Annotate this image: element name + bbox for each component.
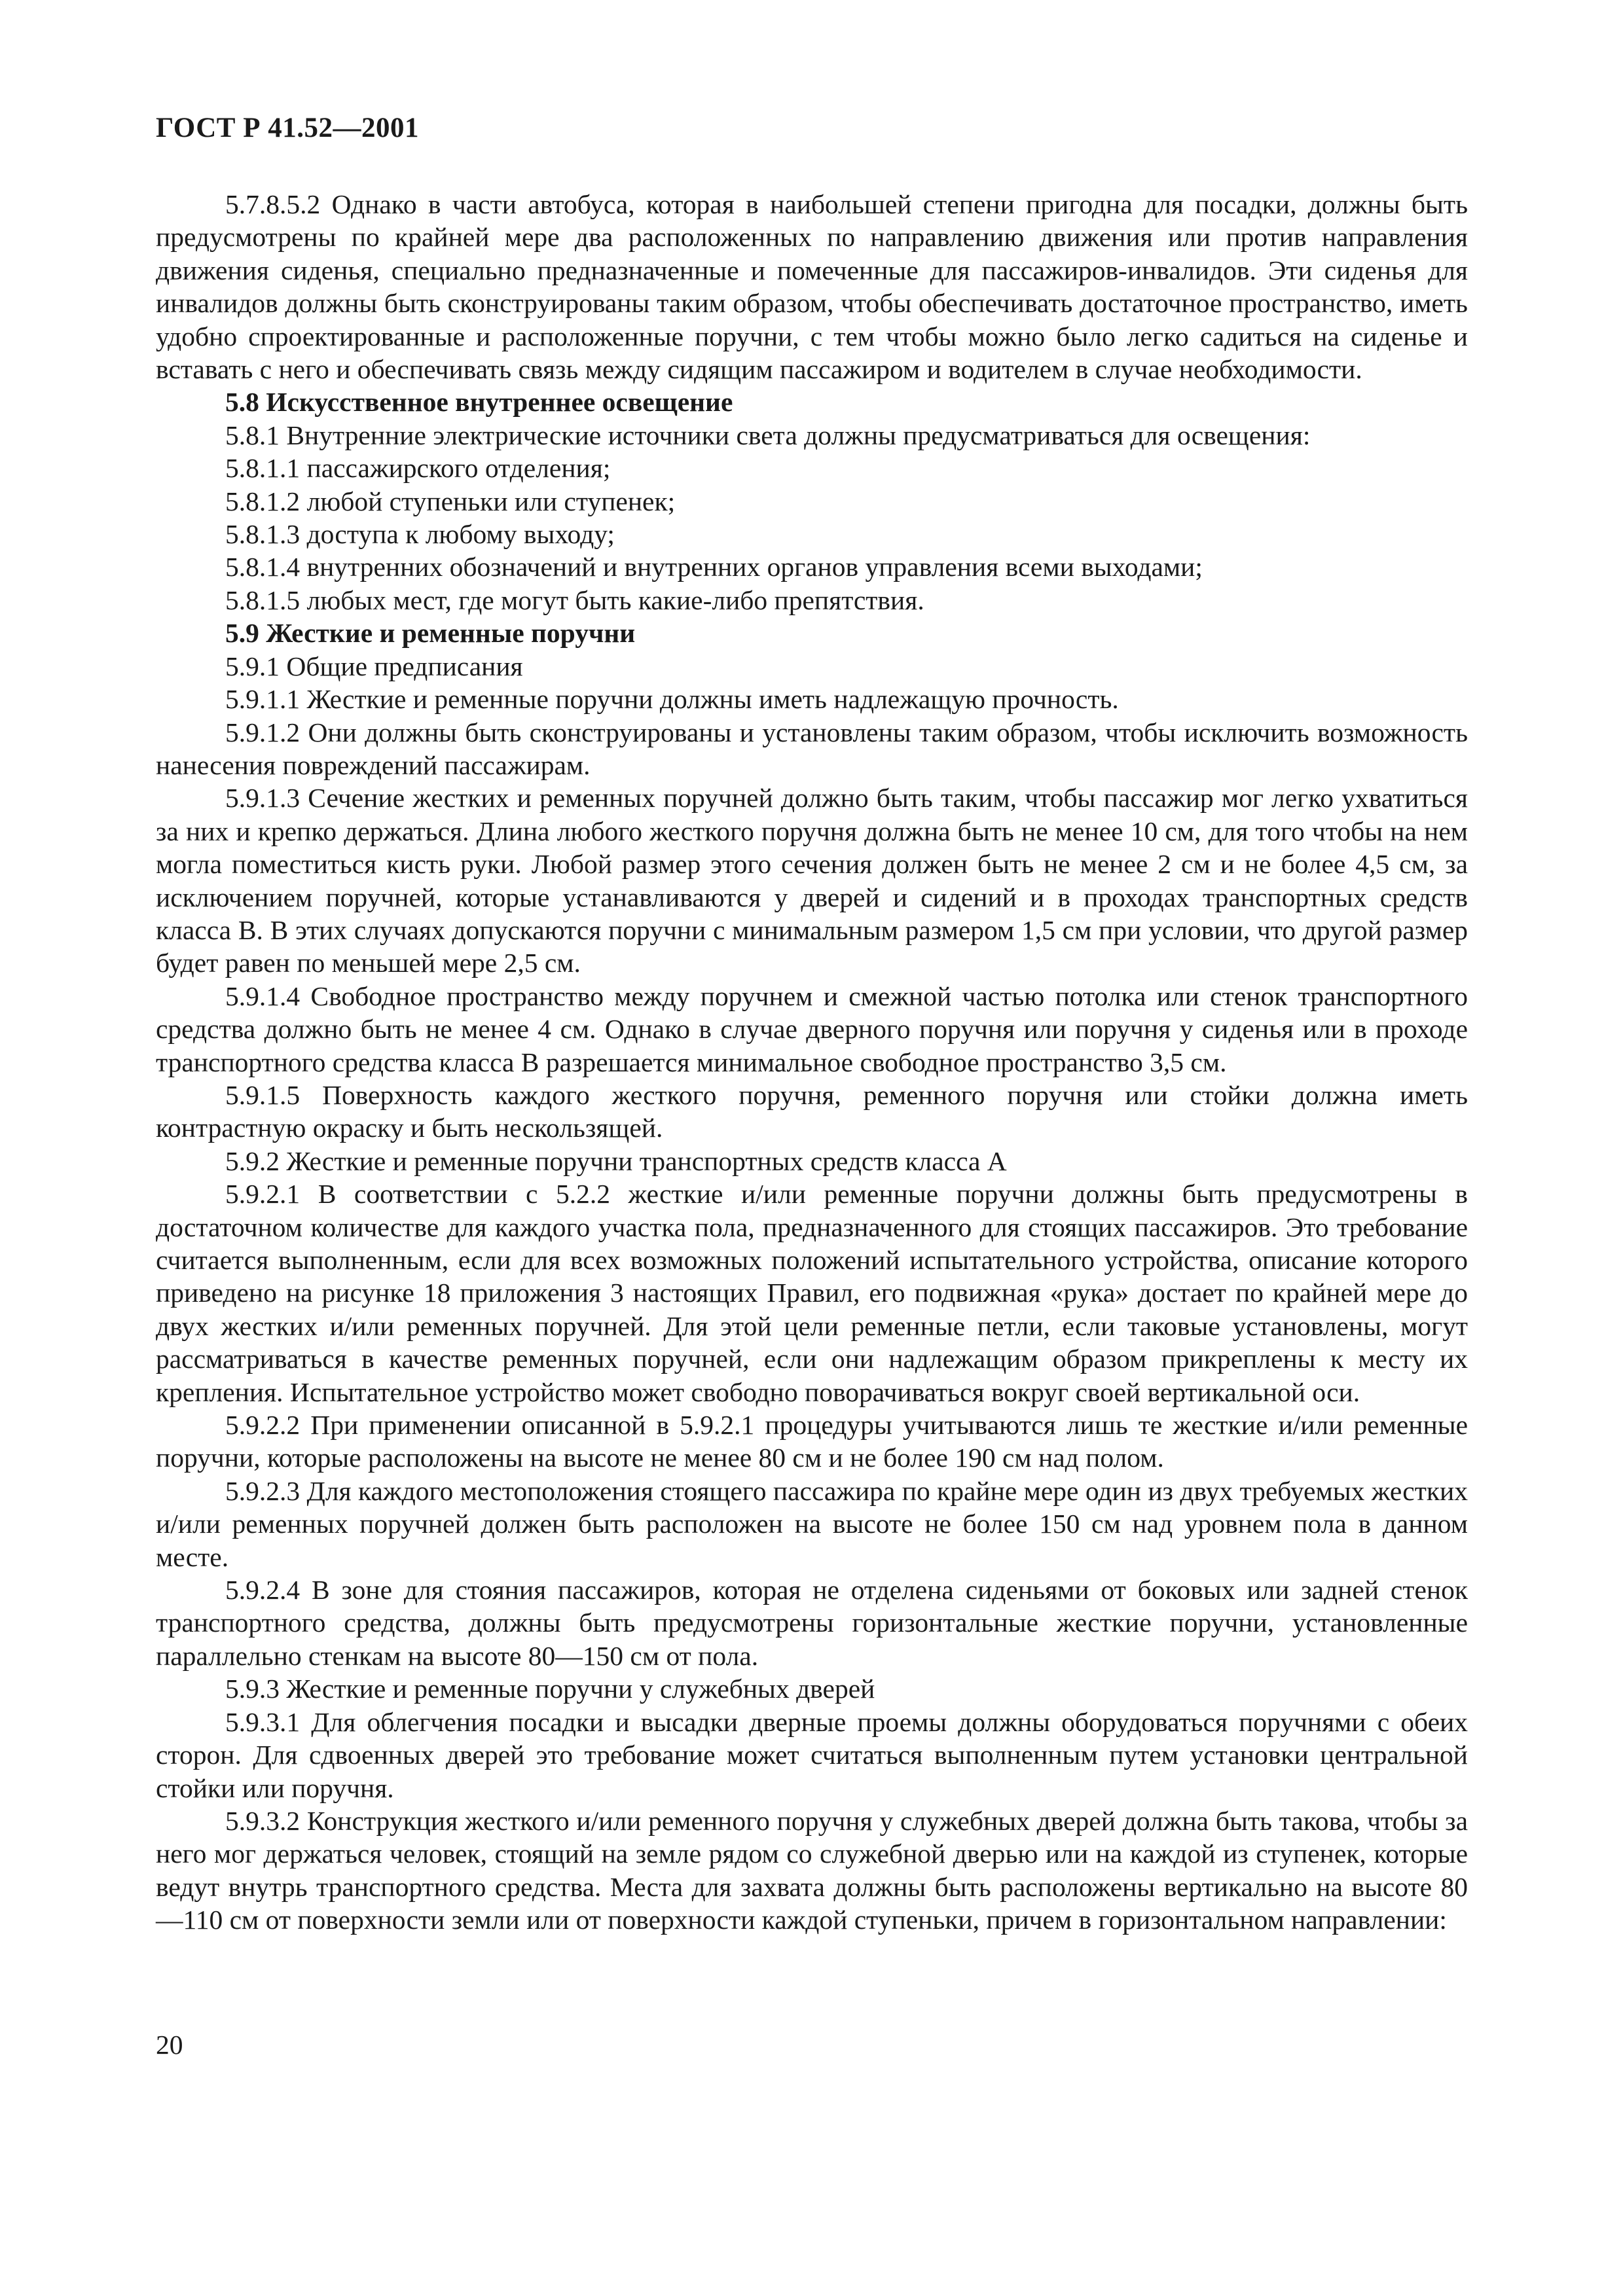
- paragraph: 5.9.2.1 В соответствии с 5.2.2 жесткие и/или ременные поручни должны быть предусмотрены в достаточном количестве для каждого участка пола, предназначенного для стоящих пассажиров. Это требование считается выполненным, если для всех возможных положений испытательного устройства, описание которого приведено на рисунке 18 приложения 3 настоящих Правил, его подвижная «рука» достает по крайней мере до двух жестких и/или ременных поручней. Для этой цели ременные петли, если таковые установлены, могут рассматриваться в качестве ременных поручней, если они надлежащим образом прикреплены к месту их крепления. Испытательное устройство может свободно поворачиваться вокруг своей вертикальной оси.: [156, 1179, 1468, 1407]
- paragraph: 5.9.2.4 В зоне для стояния пассажиров, которая не отделена сиденьями от боковых или задней стенок транспортного средства, должны быть предусмотрены горизонтальные жесткие поручни, установленные параллельно стенкам на высоте 80—150 см от пола.: [156, 1575, 1468, 1671]
- paragraph: 5.8.1.1 пассажирского отделения;: [225, 453, 611, 484]
- document-body: [156, 188, 1468, 1937]
- paragraph: 5.9.1.2 Они должны быть сконструированы и установлены таким образом, чтобы исключить возможность нанесения повреждений пассажирам.: [156, 717, 1468, 780]
- paragraph: 5.9.2.3 Для каждого местоположения стоящего пассажира по крайне мере один из двух требуемых жестких и/или ременных поручней должен быть расположен на высоте не более 150 см над уровнем пола в данном месте.: [156, 1475, 1468, 1572]
- section-heading: 5.9 Жесткие и ременные поручни: [225, 618, 636, 649]
- paragraph: 5.7.8.5.2 Однако в части автобуса, которая в наибольшей степени пригодна для посадки, должны быть предусмотрены по крайней мере два расположенных по направлению движения или против направления движения сиденья, специально предназначенные и помеченные для пассажиров-инвалидов. Эти сиденья для инвалидов должны быть сконструированы таким образом, чтобы обеспечивать достаточное пространство, иметь удобно спроектированные и расположенные поручни, с тем чтобы можно было легко садиться на сиденье и вставать с него и обеспечивать связь между сидящим пассажиром и водителем в случае необходимости.: [156, 189, 1468, 385]
- paragraph: 5.8.1.2 любой ступеньки или ступенек;: [225, 486, 676, 516]
- paragraph: 5.9.1 Общие предписания: [225, 651, 523, 681]
- paragraph: 5.9.1.1 Жесткие и ременные поручни должны иметь надлежащую прочность.: [225, 684, 1119, 715]
- paragraph: 5.9.1.5 Поверхность каждого жесткого поручня, ременного поручня или стойки должна иметь контрастную окраску и быть нескользящей.: [156, 1079, 1468, 1143]
- paragraph: 5.8.1 Внутренние электрические источники света должны предусматриваться для освещения:: [225, 420, 1311, 450]
- paragraph: 5.9.3.1 Для облегчения посадки и высадки дверные проемы должны оборудоваться поручнями с обеих сторон. Для сдвоенных дверей это требование может считаться выполненным путем установки центральной стойки или поручня.: [156, 1706, 1468, 1803]
- paragraph: 5.9.1.3 Сечение жестких и ременных поручней должно быть таким, чтобы пассажир мог легко ухватиться за них и крепко держаться. Длина любого жесткого поручня должна быть не менее 10 см, для того чтобы на нем могла поместиться кисть руки. Любой размер этого сечения должен быть не менее 2 см и не более 4,5 см, за исключением поручней, которые устанавливаются у дверей и сидений и в проходах транспортных средств класса В. В этих случаях допускаются поручни с минимальным размером 1,5 см при условии, что другой размер будет равен по меньшей мере 2,5 см.: [156, 783, 1468, 978]
- paragraph: 5.8.1.4 внутренних обозначений и внутренних органов управления всеми выходами;: [225, 552, 1203, 583]
- paragraph: 5.9.1.4 Свободное пространство между поручнем и смежной частью потолка или стенок транспортного средства должно быть не менее 4 см. Однако в случае дверного поручня или поручня у сиденья или в проходе транспортного средства класса В разрешается минимальное свободное пространство 3,5 см.: [156, 980, 1468, 1077]
- paragraph: 5.9.3.2 Конструкция жесткого и/или ременного поручня у служебных дверей должна быть такова, чтобы за него мог держаться человек, стоящий на земле рядом со служебной дверью или на каждой из ступенек, которые ведут внутрь транспортного средства. Места для захвата должны быть расположены вертикально на высоте 80—110 см от поверхности земли или от поверхности каждой ступеньки, причем в горизонтальном направлении:: [156, 1805, 1468, 1935]
- paragraph: 5.9.2.2 При применении описанной в 5.9.2.1 процедуры учитываются лишь те жесткие и/или ременные поручни, которые расположены на высоте не менее 80 см и не более 190 см над полом.: [156, 1410, 1468, 1473]
- paragraph: 5.9.3 Жесткие и ременные поручни у служебных дверей: [225, 1674, 875, 1704]
- paragraph: 5.8.1.3 доступа к любому выходу;: [225, 519, 615, 550]
- section-heading: 5.8 Искусственное внутреннее освещение: [225, 387, 733, 418]
- page-number: 20: [156, 2030, 183, 2060]
- paragraph: 5.9.2 Жесткие и ременные поручни транспортных средств класса А: [225, 1145, 1007, 1176]
- paragraph: 5.8.1.5 любых мест, где могут быть какие-либо препятствия.: [225, 584, 924, 615]
- document-header: ГОСТ Р 41.52—2001: [156, 113, 420, 143]
